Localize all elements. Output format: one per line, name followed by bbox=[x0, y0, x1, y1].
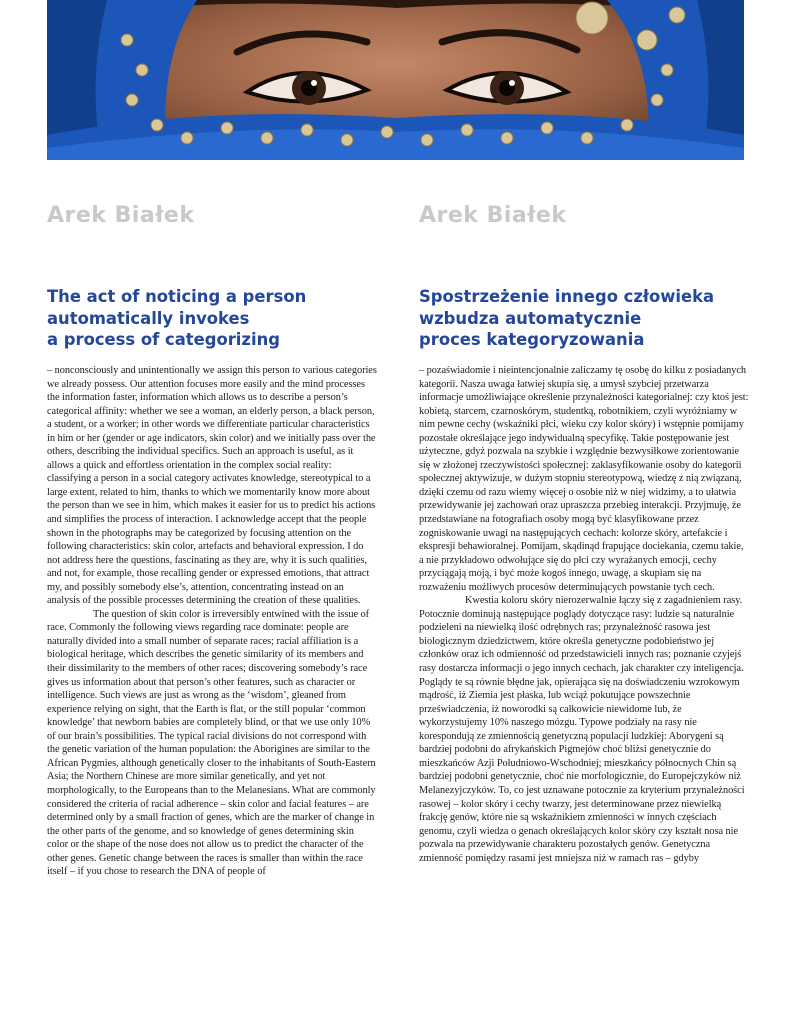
headline-left-line: a process of categorizing bbox=[47, 330, 280, 349]
right-eyebrow bbox=[442, 33, 577, 50]
paragraph: The question of skin color is irreversibly entwined with the issue of race. Commonly the following views regarding race dominate: people are naturally divided into a small number of separate races; racial affiliation is a biological heritage, which describes the genetic similarity of its members and their dissimilarity to the members of other races; discovering somebody’s race gives us information about that person’s other features, such as character or intelligence. Such views are just as wrong as the ‘wisdom’, gleaned from experience relying on sight, that the Earth is flat, or the still popular ‘common knowledge’ that newborn babies are completely blind, or that we use only 10% of our brain’s possibilities. The typical racial divisions do not correspond with the genetic variation of the human population: the Aborigines are similar to the African Pygmies, although genetically closer to the inhabitants of South-Eastern Asia; the Northern Chinese are more similar genetically, and yet not morphologically, to the Europeans than to the Melanesians. What are commonly considered the criteria of racial adherence – skin color and facial features – are determined only by a small fraction of genes, which are the marker of change in the other parts of the genome, and so knowledge of genes determining skin color or the shape of the nose does not allow us to predict the character of the other genes. Genetic change between the races is smaller than within the race itself – if you chose to research the DNA of people of bbox=[47, 608, 376, 878]
headline-left-line: automatically invokes bbox=[47, 308, 250, 328]
paragraph: Kwestia koloru skóry nierozerwalnie łączy się z zagadnieniem rasy. Potocznie dominują następujące poglądy dotyczące rasy: ludzie są naturalnie podzieleni na niewielką ilość odrębnych ras; przynależność rasowa jest biologicznym dziedzictwem, które określa genetyczne podobieństwo jej członków oraz ich odmienność od przedstawicieli innych ras; poznanie czyjejś rasy dostarcza informacji o jego innych cechach, jak charakter czy inteligencja. Poglądy te są równie błędne jak, opierająca się na doświadczeniu wzrokowym mądrość, iż Ziemia jest płaska, lub wciąż pokutujące powszechnie przeświadczenia, iż noworodki są całkowicie niewidome lub, że wykorzystujemy 10% naszego mózgu. Typowe podziały na rasy nie korespondują ze zmiennością genetyczną populacji ludzkiej: Aborygeni są bardziej podobni do afrykańskich Pigmejów choć bliżsi genetycznie do mieszkańców Azji Południowo-Wschodniej; mieszkańcy północnych Chin są bardziej podobni genetycznie, choć nie morfologicznie, do Europejczyków niż Melanezyjczyków. To, co jest uznawane potocznie za kryterium przynależności rasowej – kolor skóry i cechy twarzy, jest determinowane przez niewielką frakcję genów, które nie są wskaźnikiem zmienności w innych częściach genomu, czyli wiedza o genach określających kolor skóry czy kształt nosa nie pozwala na przewidywanie charakteru pozostałych genów. Genetyczna zmienność pomiędzy rasami jest mniejsza niż w ramach ras – gdyby bbox=[419, 595, 745, 864]
left-eyebrow bbox=[237, 34, 367, 52]
paragraph: – pozaświadomie i nieintencjonalnie zaliczamy tę osobę do kilku z posiadanych kategorii. Nasza uwaga łatwiej skupia się, a umysł szybciej przetwarza informacje umożliwiające określenie przynależności kategorialnej: czy ktoś jest: kobietą, starcem, czarnoskórym, studentką, robotnikiem, czyli wyróżniamy w nim pewne cechy (wskaźniki płci, wieku czy kolor skóry) i wstępnie pomijamy pozostałe określające jego indywidualną specyfikę. Takie postępowanie jest użyteczne, gdyż pozwala na szybkie i względnie bezwysiłkowe zorientowanie się w złożonej rzeczywistości społecznej: zaklasyfikowanie osoby do kategorii społecznej aktywizuje, w dużym stopniu stereotypową, wiedzę z nią związaną, dzięki czemu od razu wiemy więcej o osobie niż w niej widzimy, a to ułatwia przewidywanie jej zachowań oraz upraszcza przebieg interakcji. Przyjmuję, że przedstawiane na fotografiach osoby mogą być klasyfikowane przez zogniskowanie uwagi na następujących cechach: kolorze skóry, artefakcie i ekspresji behawioralnej. Pomijam, skądinąd frapujące dociekania, czemu takie, a nie przykładowo odwołujące się do płci czy wyrażanych emocji, cechy przyciągają moją, i być może kogoś innego, uwagę, a skupiam się na rozważeniu możliwych procesów determinujących powstanie tych cech. bbox=[419, 365, 749, 593]
header-photo bbox=[47, 0, 744, 160]
body-text-left bbox=[47, 364, 377, 879]
author-name-right: Arek Białek bbox=[419, 203, 567, 228]
paragraph: – nonconsciously and unintentionally we assign this person to various categories we already possess. Our attention focuses more easily and the mind processes the information faster, information which allows us to describe a person’s categorical affinity: whether we see a woman, an elderly person, a black person, a student, or a worker; in other words we differentiate particular characteristics in him or her (gender or age indicators, skin color) and we initially pass over the others, describing the individual specifics. Such an approach is useful, as it allows a quick and effortless orientation in the complex social reality: classifying a person in a social category activates knowledge, stereotypical to a large extent, related to him, thanks to which we momentarily know more about the person than we see in him, which makes it easier for us to predict his actions and simplifies the process of interaction. I acknowledge accept that the people shown in the photographs may be categorized by focusing attention on the following characteristics: skin color, artefacts and behavioral expression. I do not address here the questions, fascinating as they are, why it is such qualities, and not, for example, those recalling gender or expressed emotions, that attract my, and possibly somebody else’s, attention, concentrating instead on an analysis of the possible processes determining the creation of these qualities. bbox=[47, 365, 377, 607]
headline-left-line: The act of noticing a person bbox=[47, 287, 307, 306]
headline-right bbox=[419, 286, 749, 351]
headline-right-line: Spostrzeżenie innego człowieka bbox=[419, 287, 715, 306]
author-name-left: Arek Białek bbox=[47, 203, 195, 228]
veiled-woman-illustration bbox=[47, 0, 744, 160]
headline-right-line: proces kategoryzowania bbox=[419, 330, 645, 349]
headline-right-line: wzbudza automatycznie bbox=[419, 308, 642, 328]
headline-left bbox=[47, 286, 377, 351]
body-text-right bbox=[419, 364, 749, 865]
